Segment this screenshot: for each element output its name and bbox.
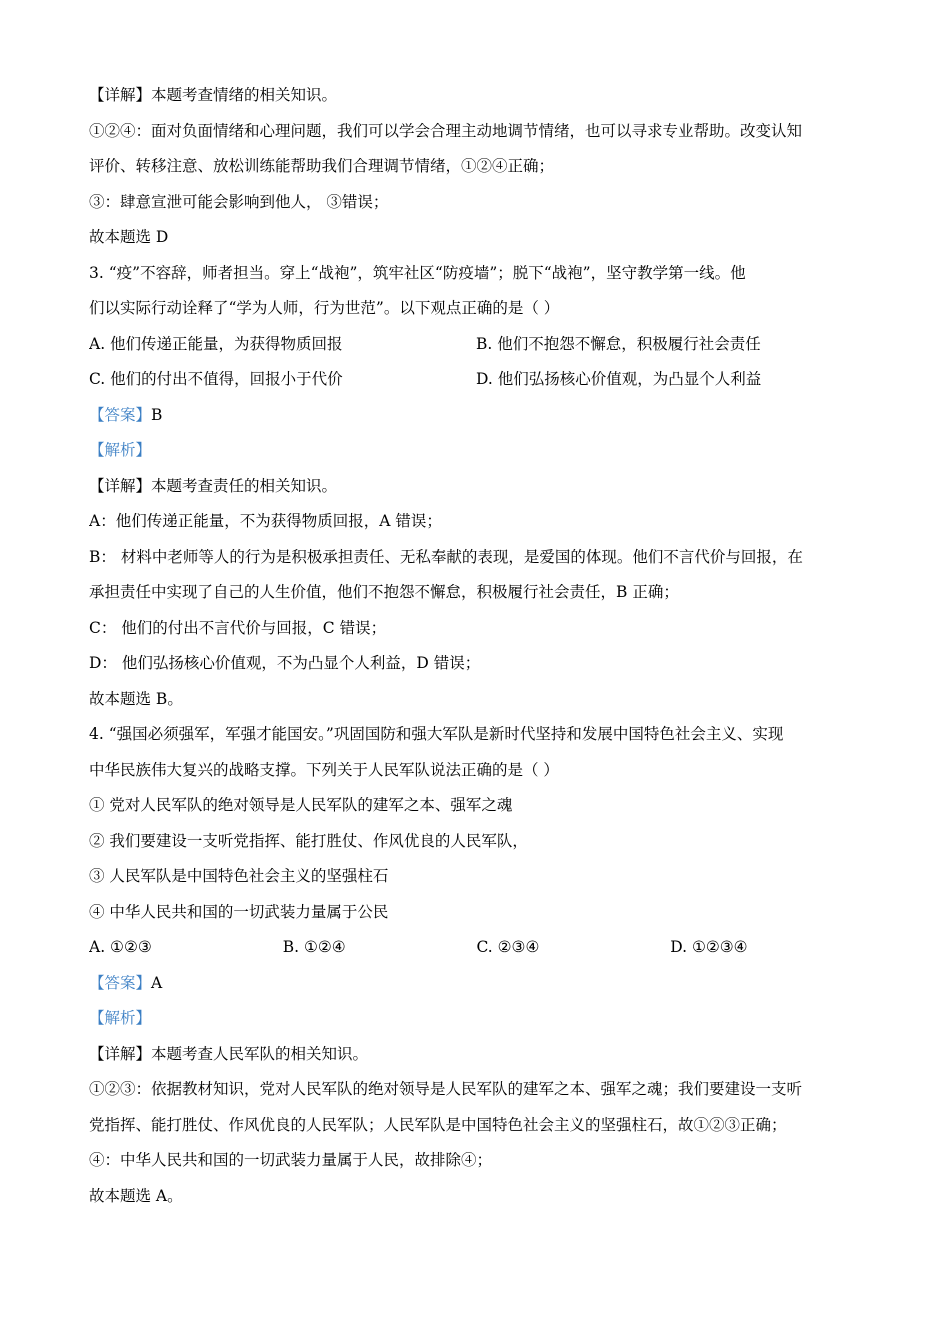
q3-option-c: C. 他们的付出不值得，回报小于代价 [89, 370, 343, 388]
q3-explanation-a: A：他们传递正能量，不为获得物质回报，A 错误； [89, 512, 442, 530]
q4-answer-label: 【答案】 [89, 973, 152, 992]
q4-statement-4: ④ 中华人民共和国的一切武装力量属于公民 [89, 902, 389, 921]
q4-explanation-line-2: 党指挥、能打胜仗、作风优良的人民军队；人民军队是中国特色社会主义的坚强柱石，故①②③正确； [89, 1115, 787, 1134]
q4-analysis-label: 【解析】 [89, 1009, 152, 1027]
q4-option-a: A. ①②③ [89, 938, 152, 956]
q4-answer-value: A [151, 973, 163, 992]
q4-explanation-line-3: ④：中华人民共和国的一切武装力量属于人民，故排除④； [89, 1151, 493, 1169]
q4-stem-line-2: 中华民族伟大复兴的战略支撑。下列关于人民军队说法正确的是（ ） [89, 760, 559, 779]
q4-option-b: B. ①②④ [282, 938, 346, 956]
q4-statement-2: ② 我们要建设一支听党指挥、能打胜仗、作风优良的人民军队， [89, 831, 528, 850]
q4-option-d: D. ①②③④ [670, 938, 748, 956]
q3-explanation-b-line-2: 承担责任中实现了自己的人生价值，他们不抱怨不懈怠，积极履行社会责任，B 正确； [89, 583, 679, 601]
q3-explanation-d: D： 他们弘扬核心价值观，不为凸显个人利益，D 错误； [89, 654, 481, 672]
q3-detail: 【详解】本题考查责任的相关知识。 [89, 476, 338, 495]
q3-answer-label: 【答案】 [89, 405, 152, 424]
q4-explanation-line-1: ①②③：依据教材知识，党对人民军队的绝对领导是人民军队的建军之本、强军之魂；我们要建设一支听 [89, 1080, 803, 1098]
document-page [89, 78, 864, 1214]
q3-option-a: A. 他们传递正能量，为获得物质回报 [89, 334, 343, 353]
q4-conclusion: 故本题选 A。 [89, 1186, 183, 1205]
q2-explanation-line-2: 评价、转移注意、放松训练能帮助我们合理调节情绪，①②④正确； [89, 157, 555, 175]
q3-answer [89, 398, 864, 434]
q3-stem-line-1: 3. “疫”不容辞，师者担当。穿上“战袍”，筑牢社区“防疫墙”；脱下“战袍”，坚守教学第一线。他 [89, 263, 746, 282]
q4-stem-line-1: 4. “强国必须强军，军强才能国安。”巩固国防和强大军队是新时代坚持和发展中国特色社会主义、实现 [89, 725, 784, 743]
q3-stem-line-2: 们以实际行动诠释了“学为人师，行为世范”。以下观点正确的是（ ） [89, 299, 560, 317]
q3-options-row-2 [89, 362, 864, 398]
q3-explanation-b-line-1: B： 材料中老师等人的行为是积极承担责任、无私奉献的表现，是爱国的体现。他们不言代价与回报，在 [89, 547, 803, 566]
q3-option-d: D. 他们弘扬核心价值观，为凸显个人利益 [476, 370, 762, 388]
q2-detail: 【详解】本题考查情绪的相关知识。 [89, 86, 338, 104]
q4-statement-1: ① 党对人民军队的绝对领导是人民军队的建军之本、强军之魂 [89, 796, 513, 814]
q2-explanation-line-1: ①②④：面对负面情绪和心理问题，我们可以学会合理主动地调节情绪，也可以寻求专业帮助。改变认知 [89, 121, 803, 140]
q3-explanation-c: C： 他们的付出不言代价与回报，C 错误； [89, 618, 387, 637]
q4-detail: 【详解】本题考查人民军队的相关知识。 [89, 1044, 369, 1063]
q2-conclusion: 故本题选 D [89, 228, 169, 246]
q3-answer-value: B [151, 405, 163, 424]
q3-options-row-1 [89, 327, 864, 363]
q4-option-c: C. ②③④ [476, 938, 540, 956]
q3-analysis-label: 【解析】 [89, 441, 152, 459]
q3-conclusion: 故本题选 B。 [89, 689, 183, 708]
q4-statement-3: ③ 人民军队是中国特色社会主义的坚强柱石 [89, 867, 389, 885]
q4-answer [89, 966, 864, 1002]
q4-options-row [89, 930, 864, 966]
q3-option-b: B. 他们不抱怨不懈怠，积极履行社会责任 [476, 334, 761, 353]
q2-explanation-line-3: ③：肆意宣泄可能会影响到他人， ③错误； [89, 192, 389, 211]
